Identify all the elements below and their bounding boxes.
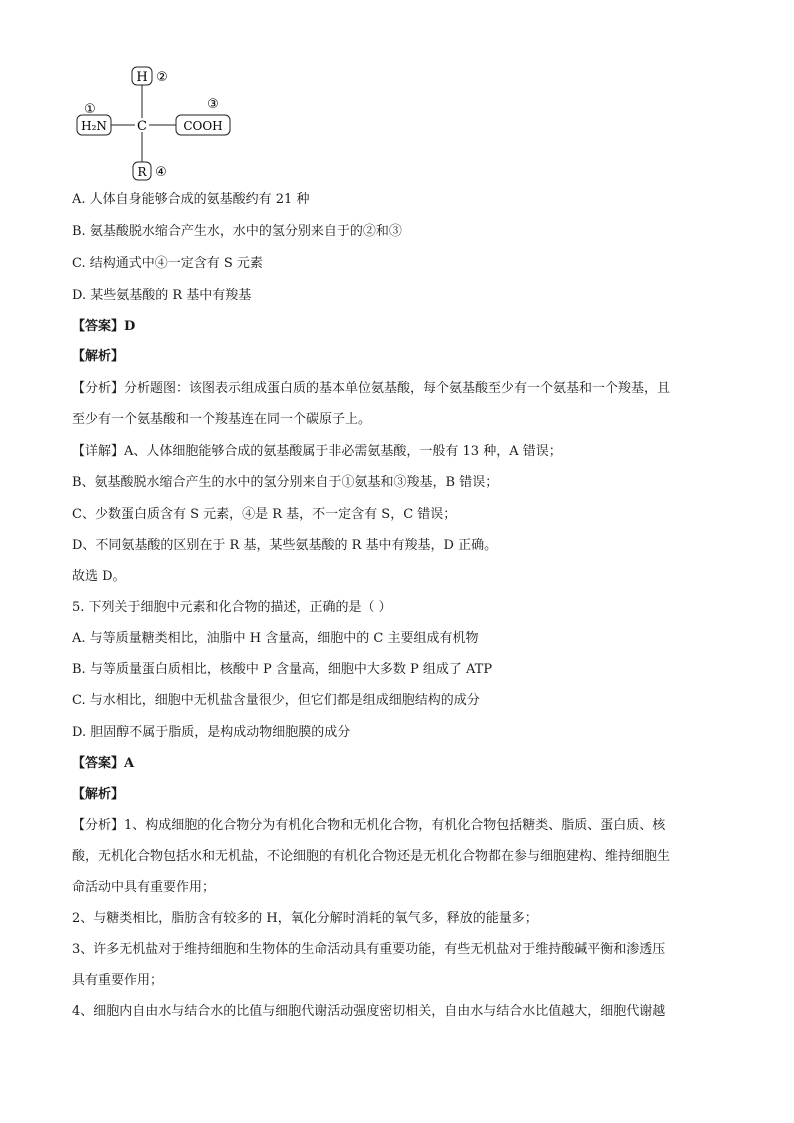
marker-4: ④ [155,165,167,180]
marker-1: ① [84,102,96,117]
carboxyl-group-label: COOH [183,119,223,133]
q5-stem: 5. 下列关于细胞中元素和化合物的描述，正确的是（ ） [72,600,392,615]
hydrogen-label: H [136,70,148,85]
marker-2: ② [156,70,168,85]
q4-explanation-line: B、氨基酸脱水缩合产生的水中的氢分别来自于①氨基和③羧基，B 错误； [72,475,499,490]
q4-answer: 【答案】D [72,319,136,334]
marker-3: ③ [207,97,219,112]
q4-option-b: B. 氨基酸脱水缩合产生水，水中的氢分别来自于的②和③ [72,224,402,239]
q5-explanation-line: 具有重要作用； [72,973,164,988]
carbon-label: C [137,119,147,134]
q5-option-d: D. 胆固醇不属于脂质，是构成动物细胞膜的成分 [72,725,351,740]
q4-explanation-line: 【分析】分析题图：该图表示组成蛋白质的基本单位氨基酸，每个氨基酸至少有一个氨基和一个羧基，且 [72,381,671,396]
q4-explanation-line: 至少有一个氨基酸和一个羧基连在同一个碳原子上。 [72,412,372,427]
q4-option-a: A. 人体自身能够合成的氨基酸约有 21 种 [72,192,310,207]
q5-option-b: B. 与等质量蛋白质相比，核酸中 P 含量高，细胞中大多数 P 组成了 ATP [72,662,493,677]
r-group-label: R [137,165,147,179]
q5-option-c: C. 与水相比，细胞中无机盐含量很少，但它们都是组成细胞结构的成分 [72,693,480,708]
q5-explanation-line: 酸，无机化合物包括水和无机盐，不论细胞的有机化合物还是无机化合物都在参与细胞建构、维持细胞生 [72,849,671,864]
q5-explanation-line: 2、与糖类相比，脂肪含有较多的 H，氧化分解时消耗的氧气多，释放的能量多； [72,911,538,926]
q4-explanation-line: D、不同氨基酸的区别在于 R 基，某些氨基酸的 R 基中有羧基，D 正确。 [72,538,498,553]
q4-option-c: C. 结构通式中④一定含有 S 元素 [72,256,263,271]
q5-option-a: A. 与等质量糖类相比，油脂中 H 含量高，细胞中的 C 主要组成有机物 [72,631,479,646]
q4-option-d: D. 某些氨基酸的 R 基中有羧基 [72,288,252,303]
q5-answer: 【答案】A [72,756,135,771]
q4-explanation-line: 故选 D。 [72,569,126,584]
q5-explanation-line: 3、许多无机盐对于维持细胞和生物体的生命活动具有重要功能，有些无机盐对于维持酸碱平衡和渗透压 [72,942,666,957]
amino-acid-structure-diagram [72,64,242,184]
q5-analysis-label: 【解析】 [72,787,125,802]
q5-explanation-line: 命活动中具有重要作用； [72,880,216,895]
q4-explanation-line: C、少数蛋白质含有 S 元素，④是 R 基，不一定含有 S，C 错误； [72,507,457,522]
q4-explanation-line: 【详解】A、人体细胞能够合成的氨基酸属于非必需氨基酸，一般有 13 种，A 错误； [72,444,562,459]
q5-explanation-line: 4、细胞内自由水与结合水的比值与细胞代谢活动强度密切相关，自由水与结合水比值越大，细胞代谢越 [72,1004,666,1019]
q4-analysis-label: 【解析】 [72,349,125,364]
amino-group-label: H₂N [81,119,107,133]
q5-explanation-line: 【分析】1、构成细胞的化合物分为有机化合物和无机化合物，有机化合物包括糖类、脂质、蛋白质、核 [72,818,666,833]
